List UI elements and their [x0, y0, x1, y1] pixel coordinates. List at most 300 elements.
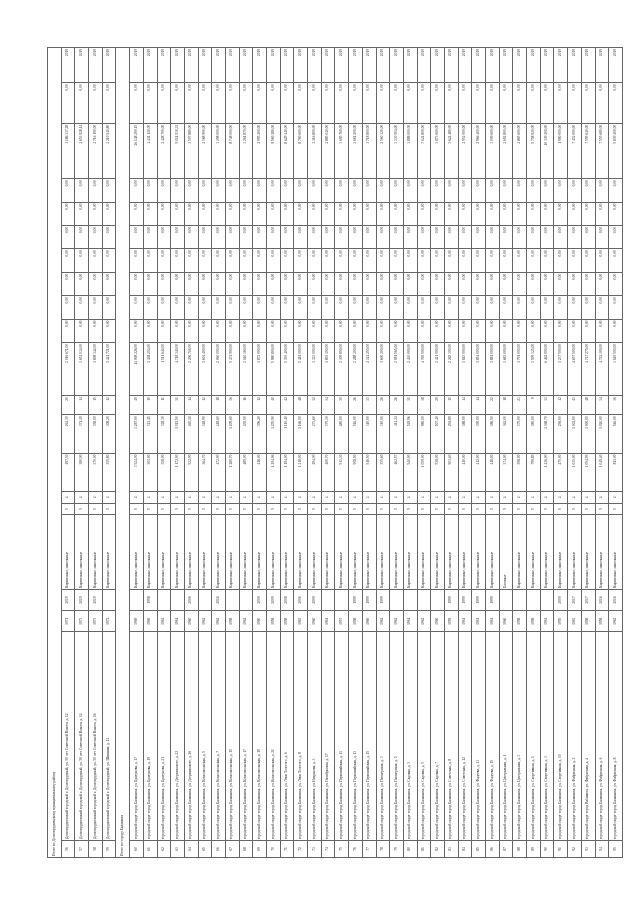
table-cell: 2006 — [294, 589, 308, 610]
table-cell: 5 — [253, 503, 267, 515]
table-cell: 88 — [513, 840, 527, 857]
table-cell: 31 — [403, 396, 417, 415]
table-cell: Кирпичные, панельные — [403, 515, 417, 589]
table-cell: 2 016 671,00 — [61, 342, 75, 395]
table-cell: 0,00 — [417, 272, 431, 295]
table-cell: городской округ город Балашиха, ул. Пионерская, д. 5 — [390, 632, 404, 841]
table-cell: 0,00 — [239, 225, 253, 248]
table-cell: Кирпичные, панельные — [184, 515, 198, 589]
table-cell: Кирпичные, панельные — [431, 515, 445, 589]
table-cell: 0,00 — [499, 319, 513, 342]
table-cell: 1 166,00 — [294, 415, 308, 453]
table-cell: 0,00 — [212, 249, 226, 272]
table-cell: 0,00 — [239, 319, 253, 342]
table-cell: 1973 — [75, 611, 89, 632]
table-cell: 4 — [540, 491, 554, 503]
table-cell: 0,00 — [609, 319, 623, 342]
table-cell: 3 507 880,00 — [184, 123, 198, 178]
table-cell: городской округ город Балашиха, ул. Первомайская, д. 13 — [349, 632, 363, 841]
table-cell: Кирпичные, панельные — [212, 515, 226, 589]
table-body — [48, 48, 623, 858]
table-cell: городской округ город Балашиха, ул. Комсомольская, д. 19 — [253, 632, 267, 841]
table-cell: 5 — [280, 503, 294, 515]
table-cell: 0,00 — [321, 225, 335, 248]
table-cell: 0,00 — [472, 179, 486, 202]
table-cell: 14 — [458, 396, 472, 415]
table-cell: городской округ город Балашиха, ул. Комсомольская, д. 5 — [198, 632, 212, 841]
table-cell: 0,00 — [554, 225, 568, 248]
table-cell: Долгопрудненский городской г. Долгопрудный, ул. 50 лет Советской Власти, д. 14 — [75, 632, 89, 841]
table-cell: 4 — [253, 491, 267, 503]
table-cell: 0,00 — [75, 249, 89, 272]
table-cell: 81 — [417, 840, 431, 857]
table-cell — [403, 589, 417, 610]
table-cell: 2019 — [431, 48, 445, 83]
table-cell: 49 — [130, 396, 144, 415]
table-cell: 15 — [444, 396, 458, 415]
table-cell: 0,00 — [308, 83, 322, 123]
table-cell: 2 081 565,00 — [390, 342, 404, 395]
table-cell: 0,00 — [308, 249, 322, 272]
table-cell: 3 718 800,00 — [362, 123, 376, 178]
table-cell: 12 — [102, 396, 116, 415]
table-cell: Кирпичные, панельные — [225, 515, 239, 589]
table-cell: Кирпичные, панельные — [349, 515, 363, 589]
table-cell: 2019 — [75, 48, 89, 83]
table-cell: 5 — [321, 503, 335, 515]
table-cell: 1 845 000,00 — [458, 342, 472, 395]
table-cell: 4 — [308, 491, 322, 503]
table-cell: 0,00 — [280, 83, 294, 123]
table-cell: 0,00 — [61, 225, 75, 248]
table-cell: 0,00 — [89, 319, 103, 342]
table-cell: 9 011 530,32 — [171, 123, 185, 178]
table-cell: 82 — [431, 840, 445, 857]
table-cell: 2019 — [294, 48, 308, 83]
table-cell: 0,00 — [349, 202, 363, 225]
table-cell: 0,00 — [198, 319, 212, 342]
table-cell: 34 — [595, 396, 609, 415]
table-cell: 0,00 — [376, 179, 390, 202]
table-cell: 0,00 — [431, 272, 445, 295]
table-cell: 0,00 — [540, 179, 554, 202]
table-cell — [335, 589, 349, 610]
table-cell: городской округ город Балашиха, ул. Фадеева, д. 13 — [472, 632, 486, 841]
table-cell: 0,00 — [554, 319, 568, 342]
table-cell: 0,00 — [171, 225, 185, 248]
table-row — [595, 48, 609, 858]
table-cell: 2 206 716,00 — [184, 342, 198, 395]
table-cell: 1958 — [225, 611, 239, 632]
table-cell: 1999 — [376, 589, 390, 610]
table-cell: 1962 — [212, 611, 226, 632]
table-cell — [102, 589, 116, 610]
table-cell: 1961 — [458, 611, 472, 632]
table-cell: 0,00 — [143, 179, 157, 202]
register-table — [47, 47, 623, 858]
table-cell: 0,00 — [321, 202, 335, 225]
table-cell: 0,00 — [444, 319, 458, 342]
table-cell: 2 653 928,14 — [75, 123, 89, 178]
table-row — [486, 48, 500, 858]
table-cell: городской округ город Балашиха, ул. Дзержинского, д. 26 — [184, 632, 198, 841]
table-cell: 2 421 000,00 — [431, 342, 445, 395]
table-cell: 2019 — [581, 48, 595, 83]
table-cell: 0,00 — [458, 83, 472, 123]
table-cell: 60 — [130, 840, 144, 857]
table-cell: 4 — [280, 491, 294, 503]
table-cell: 2 210 540,80 — [102, 123, 116, 178]
table-cell: 0,00 — [431, 202, 445, 225]
table-cell: 0,00 — [157, 179, 171, 202]
table-cell: 3 888 000,00 — [403, 123, 417, 178]
table-cell: 0,00 — [253, 319, 267, 342]
table-cell: 62 — [157, 840, 171, 857]
table-cell: 0,00 — [472, 202, 486, 225]
table-cell: 0,00 — [513, 272, 527, 295]
table-cell: Кирпичные, панельные — [554, 515, 568, 589]
table-cell: 0,00 — [335, 319, 349, 342]
table-cell: 1 323 000,00 — [308, 342, 322, 395]
table-cell: городской округ город Балашиха, ул. Спортивная, д. 1 — [527, 632, 541, 841]
table-cell: 91 — [554, 840, 568, 857]
table-cell: 0,00 — [554, 179, 568, 202]
table-cell: 2019 — [61, 589, 75, 610]
table-cell: 92 — [568, 840, 582, 857]
table-cell: Кирпичные, панельные — [540, 515, 554, 589]
table-cell: 0,00 — [198, 272, 212, 295]
table-cell: 69 — [253, 840, 267, 857]
table-cell: 0,00 — [431, 296, 445, 319]
table-cell: городской округ город Балашиха, ул. Брагунова, д. 17 — [130, 632, 144, 841]
table-row — [458, 48, 472, 858]
table-cell: 2019 — [280, 48, 294, 83]
table-cell: 2 865 600,00 — [513, 123, 527, 178]
table-cell: 0,00 — [390, 272, 404, 295]
table-cell: 1998 — [143, 589, 157, 610]
table-cell: 2019 — [554, 48, 568, 83]
table-cell: 1962 — [198, 611, 212, 632]
table-cell: 0,00 — [417, 179, 431, 202]
table-cell: 14 — [472, 396, 486, 415]
table-cell: 2 116 800,00 — [308, 123, 322, 178]
table-cell: городской округ город Балашиха, ул. Фабричная, д. 8 — [609, 632, 623, 841]
table-cell: 4 722 300,00 — [595, 342, 609, 395]
table-cell: 4 — [349, 491, 363, 503]
table-cell: 5 474 900,00 — [225, 342, 239, 395]
table-cell: Кирпичные, панельные — [527, 515, 541, 589]
table-cell: 0,00 — [472, 296, 486, 319]
table-cell: 1 280,70 — [225, 453, 239, 491]
table-cell: 0,00 — [171, 202, 185, 225]
table-cell: 0,00 — [376, 319, 390, 342]
table-cell: 0,00 — [568, 225, 582, 248]
table-cell: 1962 — [417, 611, 431, 632]
table-cell: Кирпичные, панельные — [472, 515, 486, 589]
table-cell: 2019 — [458, 48, 472, 83]
table-cell: 3 695 760,00 — [335, 123, 349, 178]
table-cell: 0,00 — [102, 225, 116, 248]
table-cell: 32 — [308, 396, 322, 415]
table-cell: 5 481 000,00 — [294, 342, 308, 395]
table-cell: 0,00 — [349, 225, 363, 248]
table-cell: 0,00 — [609, 179, 623, 202]
table-cell: 1 854 000,00 — [472, 342, 486, 395]
table-cell: 0,00 — [486, 202, 500, 225]
table-cell: 2017 — [581, 589, 595, 610]
table-cell: 1961 — [321, 611, 335, 632]
table-cell: 0,00 — [417, 249, 431, 272]
table-cell: 33 — [362, 396, 376, 415]
table-row — [362, 48, 376, 858]
table-cell: 1999 — [486, 589, 500, 610]
table-cell: 5 — [212, 503, 226, 515]
table-cell: 95 — [609, 840, 623, 857]
table-cell: 388,00 — [458, 415, 472, 453]
table-cell: Кирпичные, панельные — [444, 515, 458, 589]
table-cell: 0,00 — [212, 296, 226, 319]
table-cell: 0,00 — [499, 179, 513, 202]
table-cell: 11 008 226,00 — [130, 342, 144, 395]
table-cell: 4 — [267, 491, 281, 503]
table-cell: 2019 — [198, 48, 212, 83]
table-cell: 1 049,40 — [595, 453, 609, 491]
table-cell: 4 — [527, 491, 541, 503]
table-cell: 2016 — [595, 589, 609, 610]
table-cell: 0,00 — [376, 249, 390, 272]
table-cell: 0,00 — [540, 272, 554, 295]
table-cell: 78 — [376, 840, 390, 857]
table-cell: 10 339 200,00 — [540, 123, 554, 178]
table-cell: 40 — [267, 396, 281, 415]
table-cell: 1 172,00 — [171, 453, 185, 491]
table-cell: 4 — [184, 491, 198, 503]
table-cell: 0,00 — [253, 202, 267, 225]
table-cell: 418,00 — [486, 453, 500, 491]
table-cell: 2019 — [376, 48, 390, 83]
table-row — [198, 48, 212, 858]
table-cell: 0,00 — [568, 272, 582, 295]
table-cell: 1 194,00 — [280, 453, 294, 491]
table-cell: 256,00 — [554, 415, 568, 453]
table-cell: 0,00 — [444, 179, 458, 202]
table-cell: 0,00 — [486, 272, 500, 295]
table-cell: 94 — [595, 840, 609, 857]
table-cell: 310,00 — [362, 415, 376, 453]
table-cell: 0,00 — [431, 249, 445, 272]
table-cell: 0,00 — [349, 83, 363, 123]
table-cell: 0,00 — [143, 202, 157, 225]
table-cell: Кирпичные, панельные — [253, 515, 267, 589]
table-cell: 3 287,00 — [130, 415, 144, 453]
table-cell: 4 — [554, 491, 568, 503]
table-cell: 26 — [376, 396, 390, 415]
table-cell: 799,85 — [527, 453, 541, 491]
table-cell: 0,00 — [403, 272, 417, 295]
table-cell: 0,00 — [267, 272, 281, 295]
table-cell: 0,00 — [609, 272, 623, 295]
table-cell: 0,00 — [540, 319, 554, 342]
table-cell: Кирпичные, панельные — [390, 515, 404, 589]
table-cell: 0,00 — [595, 225, 609, 248]
table-cell: 0,00 — [499, 272, 513, 295]
table-cell: городской округ город Балашиха, ул. Пионерская, д. 3 — [376, 632, 390, 841]
table-cell: 2019 — [349, 48, 363, 83]
table-cell: 462,57 — [390, 453, 404, 491]
table-cell: Кирпичные, панельные — [239, 515, 253, 589]
table-cell: 0,00 — [321, 179, 335, 202]
table-cell: 370,00 — [89, 453, 103, 491]
table-cell: 0,00 — [61, 83, 75, 123]
table-cell: 1961 — [472, 611, 486, 632]
table-cell: 0,00 — [294, 225, 308, 248]
table-cell: городской округ город Балашиха, ул. Дзержинского, д. 22 — [171, 632, 185, 841]
table-cell: 5 — [294, 503, 308, 515]
table-cell: 0,00 — [581, 296, 595, 319]
table-cell: Кирпичные, панельные — [267, 515, 281, 589]
table-cell: 0,00 — [280, 296, 294, 319]
table-cell: 1 803 150,00 — [321, 342, 335, 395]
table-cell: 7 624 800,00 — [417, 123, 431, 178]
table-cell: 48 — [581, 396, 595, 415]
table-cell: 86 — [486, 840, 500, 857]
table-cell: 0,00 — [403, 179, 417, 202]
table-cell: 0,00 — [198, 202, 212, 225]
table-cell: 0,00 — [89, 296, 103, 319]
table-cell: 0,00 — [595, 319, 609, 342]
table-cell: Кирпичные, панельные — [595, 515, 609, 589]
table-cell: 73 — [308, 840, 322, 857]
table-cell: 0,00 — [609, 249, 623, 272]
table-cell: 0,00 — [513, 225, 527, 248]
table-cell: 2009 — [554, 589, 568, 610]
table-cell: 0,00 — [321, 83, 335, 123]
table-cell: 0,00 — [540, 83, 554, 123]
table-cell: 34 — [321, 396, 335, 415]
table-cell: Кирпичные, панельные — [362, 515, 376, 589]
table-cell: 0,00 — [198, 179, 212, 202]
table-cell: 390,00 — [472, 415, 486, 453]
table-cell: 3 261 870,00 — [239, 123, 253, 178]
table-cell: 76 — [349, 840, 363, 857]
table-cell: 0,00 — [184, 319, 198, 342]
table-cell: 5 — [239, 503, 253, 515]
table-cell: 503,40 — [444, 453, 458, 491]
table-cell: 0,00 — [513, 83, 527, 123]
table-cell: 63 — [171, 840, 185, 857]
table-cell: 0,00 — [527, 319, 541, 342]
table-cell: 0,00 — [431, 319, 445, 342]
table-cell: 0,00 — [267, 319, 281, 342]
table-cell: 0,00 — [568, 179, 582, 202]
table-cell: 0,00 — [458, 296, 472, 319]
table-cell: 2 309 850,00 — [335, 342, 349, 395]
table-cell: 0,00 — [581, 225, 595, 248]
table-cell: 355,80 — [102, 453, 116, 491]
table-cell: 0,00 — [61, 296, 75, 319]
table-cell: 1 237 500,00 — [554, 342, 568, 395]
table-cell: 0,00 — [513, 319, 527, 342]
table-cell: 0,00 — [540, 296, 554, 319]
table-cell: 4 — [225, 491, 239, 503]
table-cell — [540, 589, 554, 610]
table-cell: 0,00 — [581, 202, 595, 225]
table-row — [554, 48, 568, 858]
table-cell: 2016 — [212, 589, 226, 610]
table-cell: 371,19 — [75, 415, 89, 453]
table-cell: 26 — [390, 396, 404, 415]
table-cell: 5 839 200,00 — [609, 123, 623, 178]
table-cell: 0,00 — [102, 272, 116, 295]
table-cell: 516,00 — [349, 415, 363, 453]
table-cell: 0,00 — [540, 249, 554, 272]
table-cell: 4 — [75, 491, 89, 503]
table-cell: 2 952 000,00 — [458, 123, 472, 178]
table-cell: 1 054,95 — [581, 453, 595, 491]
table-cell: 1960 — [308, 611, 322, 632]
table-cell: 1 209,60 — [225, 415, 239, 453]
table-cell: 5 — [157, 503, 171, 515]
table-cell: 0,00 — [239, 249, 253, 272]
table-cell: Кирпичные, панельные — [581, 515, 595, 589]
table-cell: 5 — [308, 503, 322, 515]
section-header-row — [116, 48, 130, 858]
table-cell: 0,00 — [171, 319, 185, 342]
table-cell: 0,00 — [143, 249, 157, 272]
table-cell: 0,00 — [390, 319, 404, 342]
table-cell: 1 791 000,00 — [513, 342, 527, 395]
table-cell: 400,70 — [321, 453, 335, 491]
table-cell: 0,00 — [184, 272, 198, 295]
table-cell: 0,00 — [294, 83, 308, 123]
table-cell: 546,00 — [609, 415, 623, 453]
table-row — [239, 48, 253, 858]
table-cell: 1972 — [102, 611, 116, 632]
table-cell: 2019 — [444, 48, 458, 83]
table-cell: 2019 — [157, 48, 171, 83]
table-cell: 5 — [143, 503, 157, 515]
table-cell: 1 604 400,00 — [198, 342, 212, 395]
table-cell: 0,00 — [403, 225, 417, 248]
table-cell: 2019 — [184, 48, 198, 83]
table-cell: 0,00 — [294, 249, 308, 272]
table-cell: 2019 — [171, 48, 185, 83]
table-cell: Кирпичные, панельные — [102, 515, 116, 589]
table-cell: 0,00 — [75, 296, 89, 319]
table-cell: 811,00 — [609, 453, 623, 491]
table-cell: 5 — [75, 503, 89, 515]
table-cell: 1999 — [458, 589, 472, 610]
table-cell: 59 — [102, 840, 116, 857]
table-cell: 1964 — [157, 611, 171, 632]
table-cell: 0,00 — [403, 249, 417, 272]
table-cell: 0,00 — [486, 296, 500, 319]
table-cell: 2019 — [253, 48, 267, 83]
table-cell: 489,00 — [239, 453, 253, 491]
table-cell: 0,00 — [609, 296, 623, 319]
table-cell: 6 462 000,00 — [540, 342, 554, 395]
table-cell: 5 — [458, 503, 472, 515]
table-cell: 23 — [513, 396, 527, 415]
table-cell: Кирпичные, панельные — [75, 515, 89, 589]
table-cell: 0,00 — [499, 83, 513, 123]
table-cell: 4 — [102, 491, 116, 503]
table-cell: 3 599 325,00 — [527, 342, 541, 395]
table-cell: городской округ город Балашиха, ул. Советская, д. 8 — [444, 632, 458, 841]
table-cell: 0,00 — [267, 296, 281, 319]
table-cell: 2019 — [486, 48, 500, 83]
table-cell: 1 368,70 — [540, 415, 554, 453]
